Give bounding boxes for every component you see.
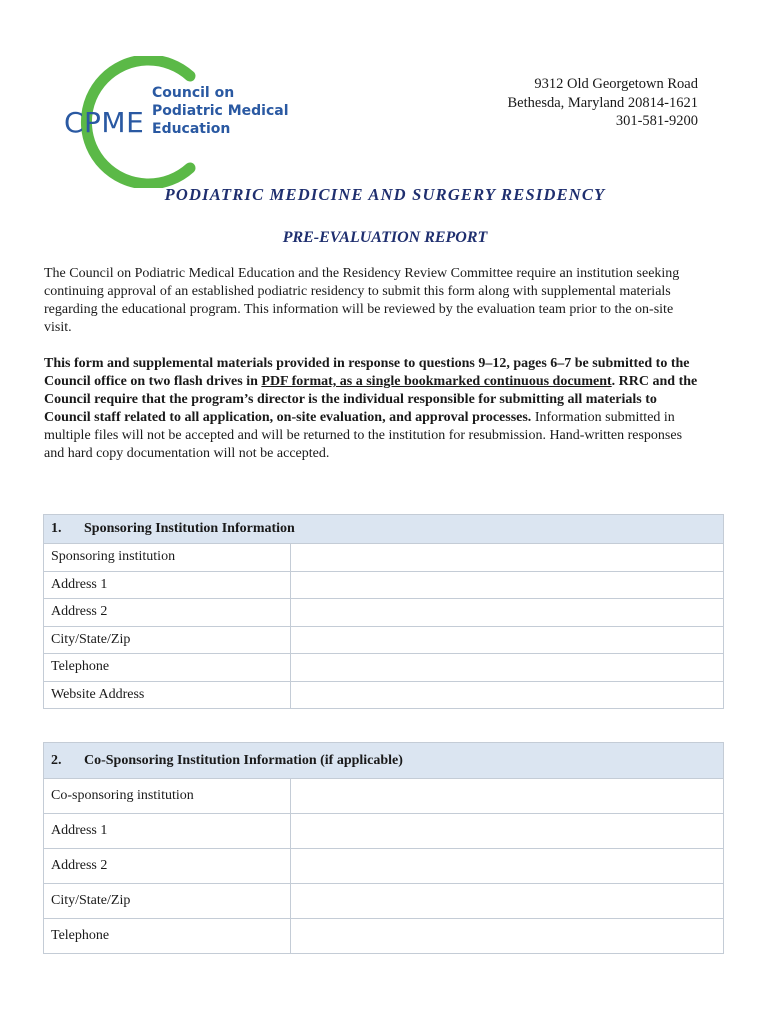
field-label: Telephone: [44, 919, 291, 954]
co-address-1-input[interactable]: [291, 814, 724, 849]
co-sponsoring-institution-input[interactable]: [291, 779, 724, 814]
form-row: [44, 626, 724, 654]
sponsoring-institution-input[interactable]: [291, 544, 724, 572]
field-label: Website Address: [44, 681, 291, 709]
logo-name-line: Education: [152, 121, 231, 137]
instructions-paragraph: [44, 355, 704, 463]
telephone-input[interactable]: [291, 654, 724, 682]
section-header: [44, 743, 724, 779]
instructions-normal-end: Information submitted in multiple files will not be accepted and will be returned to the institution for resubmission. Hand-written responses and hard copy documentation will not be accepted.: [44, 410, 683, 461]
page-title: PODIATRIC MEDICINE AND SURGERY RESIDENCY: [164, 185, 606, 204]
address-2-input[interactable]: [291, 599, 724, 627]
field-label: Telephone: [44, 654, 291, 682]
form-row: [44, 544, 724, 572]
section-heading: Co-Sponsoring Institution Information (if applicable): [84, 752, 403, 768]
section-number: 2.: [51, 752, 62, 768]
city-state-zip-input[interactable]: [291, 626, 724, 654]
logo-name-line: Council on: [152, 85, 235, 101]
form-row: [44, 919, 724, 954]
field-label: Sponsoring institution: [44, 544, 291, 572]
field-label: Address 1: [44, 814, 291, 849]
section-header: [44, 515, 724, 544]
section-number: 1.: [51, 521, 62, 536]
form-row: [44, 681, 724, 709]
address-street: 9312 Old Georgetown Road: [534, 76, 698, 92]
section-heading: Sponsoring Institution Information: [84, 521, 295, 536]
council-address: [508, 75, 698, 131]
field-label: Address 1: [44, 571, 291, 599]
logo-mark: CPME: [64, 106, 145, 139]
field-label: Co-sponsoring institution: [44, 779, 291, 814]
co-telephone-input[interactable]: [291, 919, 724, 954]
form-row: [44, 849, 724, 884]
form-row: [44, 599, 724, 627]
form-row: [44, 884, 724, 919]
form-row: [44, 814, 724, 849]
logo-name: [152, 84, 289, 138]
co-address-2-input[interactable]: [291, 849, 724, 884]
field-label: City/State/Zip: [44, 626, 291, 654]
address-1-input[interactable]: [291, 571, 724, 599]
form-row: [44, 571, 724, 599]
section-header-cell: [44, 515, 724, 544]
field-label: Address 2: [44, 849, 291, 884]
intro-paragraph: The Council on Podiatric Medical Education and the Residency Review Committee require an institution seeking continuing approval of an established podiatric residency to submit this form along with supplemental materials regarding the educational program. This information will be reviewed by the evaluation team prior to the on-site visit.: [44, 266, 680, 335]
co-city-state-zip-input[interactable]: [291, 884, 724, 919]
co-sponsoring-institution-table: [43, 742, 724, 954]
form-row: [44, 654, 724, 682]
logo-name-line: Podiatric Medical: [152, 103, 289, 119]
instructions-bold-middle: . RRC and the Council require that the program’s director is the individual responsible for submitting all materials to Council staff related to all application, on-site evaluation, and approval processes.: [44, 374, 698, 425]
cpme-logo: [40, 56, 289, 188]
section-header-cell: [44, 743, 724, 779]
address-city: Bethesda, Maryland 20814-1621: [507, 94, 698, 111]
instructions-bold-start: This form and supplemental materials provided in response to questions 9–12, pages 6–7 be submitted to the Council office on two flash drives in: [44, 356, 690, 389]
sponsoring-institution-table: [43, 514, 724, 709]
page-subtitle: PRE-EVALUATION REPORT: [282, 229, 488, 246]
address-phone: 301-581-9200: [615, 113, 698, 129]
field-label: City/State/Zip: [44, 884, 291, 919]
website-address-input[interactable]: [291, 681, 724, 709]
form-row: [44, 779, 724, 814]
instructions-format-requirement: PDF format, as a single bookmarked continuous document: [261, 374, 612, 389]
field-label: Address 2: [44, 599, 291, 627]
